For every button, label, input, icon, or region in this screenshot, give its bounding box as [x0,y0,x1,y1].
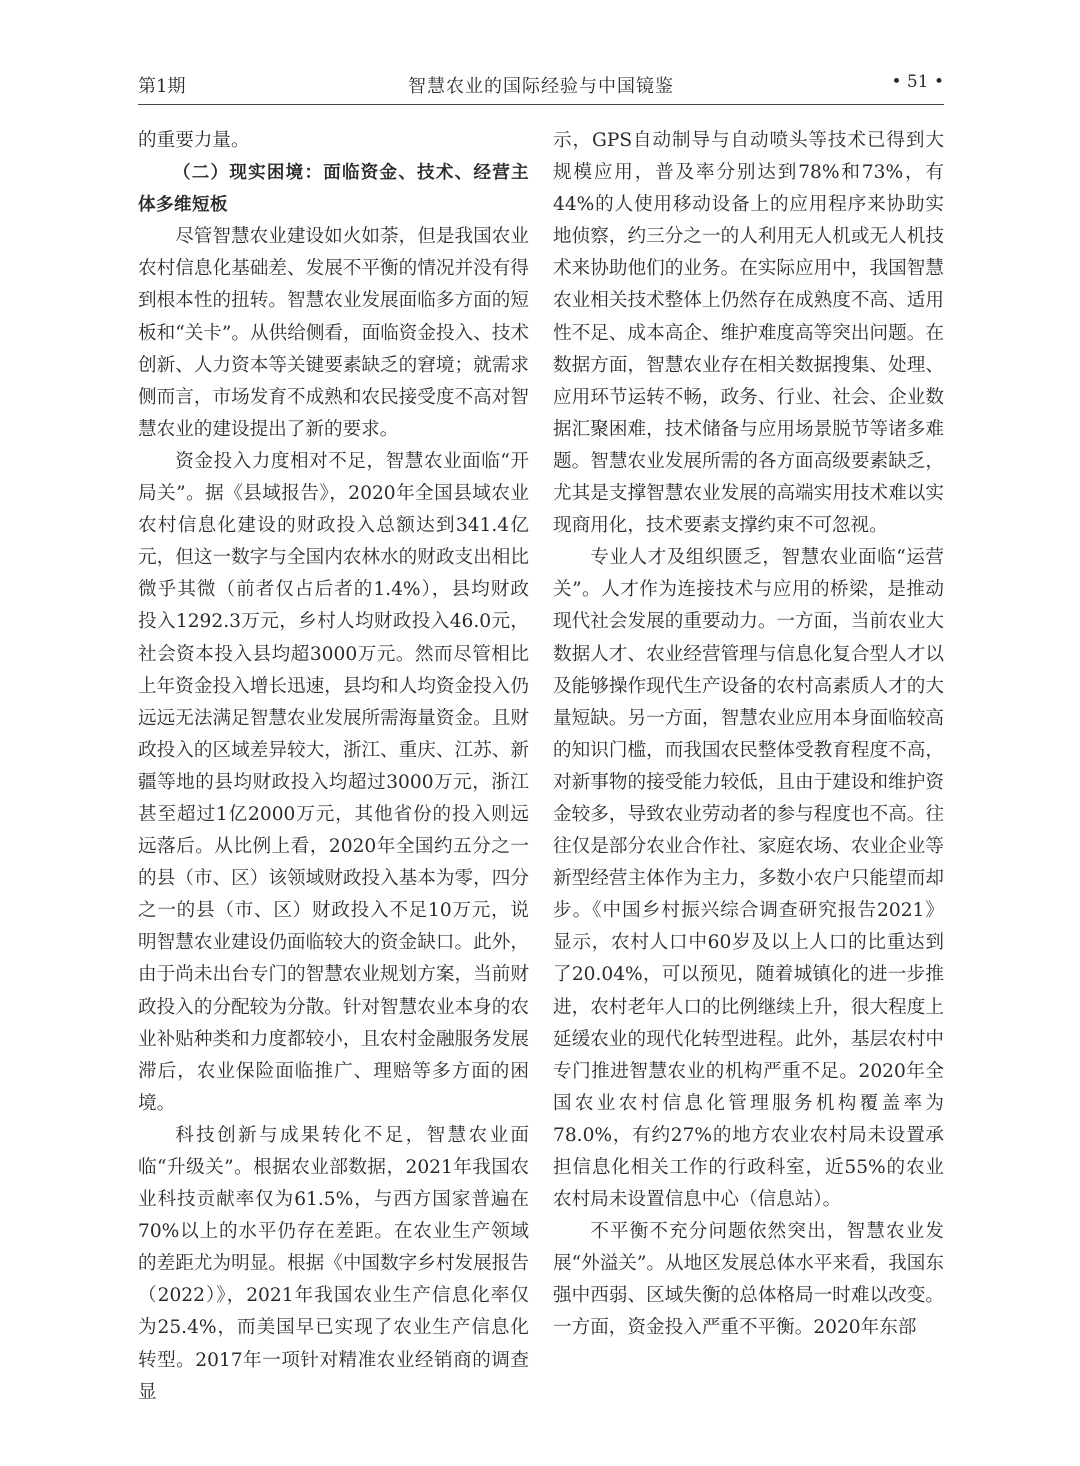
issue-label: 第1期 [138,76,186,97]
paragraph: 尽管智慧农业建设如火如荼，但是我国农业农村信息化基础差、发展不平衡的情况并没有得到根本性的扭转。智慧农业发展面临多方面的短板和“关卡”。从供给侧看，面临资金投入、技术创新、人力资本等关键要素缺乏的窘境；就需求侧而言，市场发育不成熟和农民接受度不高对智慧农业的建设提出了新的要求。 [138,226,529,440]
paragraph: 示，GPS自动制导与自动喷头等技术已得到大规模应用，普及率分别达到78%和73%，有44%的人使用移动设备上的应用程序来协助实地侦察，约三分之一的人利用无人机或无人机技术来协助他们的业务。在实际应用中，我国智慧农业相关技术整体上仍然存在成熟度不高、适用性不足、成本高企、维护难度高等突出问题。在数据方面，智慧农业存在相关数据搜集、处理、应用环节运转不畅，政务、行业、社会、企业数据汇聚困难，技术储备与应用场景脱节等诸多难题。智慧农业发展所需的各方面高级要素缺乏，尤其是支撑智慧农业发展的高端实用技术难以实现商用化，技术要素支撑约束不可忽视。 [553,130,944,537]
page-header [138,64,944,104]
paragraph: 的重要力量。 [138,130,250,151]
paragraph: 专业人才及组织匮乏，智慧农业面临“运营关”。人才作为连接技术与应用的桥梁，是推动现代社会发展的重要动力。一方面，当前农业大数据人才、农业经营管理与信息化复合型人才以及能够操作现代生产设备的农村高素质人才的大量短缺。另一方面，智慧农业应用本身面临较高的知识门槛，而我国农民整体受教育程度不高，对新事物的接受能力较低，且由于建设和维护资金较多，导致农业劳动者的参与程度也不高。往往仅是部分农业合作社、家庭农场、农业企业等新型经营主体作为主力，多数小农户只能望而却步。《中国乡村振兴综合调查研究报告2021》显示，农村人口中60岁及以上人口的比重达到了20.04%，可以预见，随着城镇化的进一步推进，农村老年人口的比例继续上升，很大程度上延缓农业的现代化转型进程。此外，基层农村中专门推进智慧农业的机构严重不足。2020年全国农业农村信息化管理服务机构覆盖率为78.0%，有约27%的地方农业农村局未设置承担信息化相关工作的行政科室，近55%的农业农村局未设置信息中心（信息站）。 [553,547,944,1211]
paragraph: 科技创新与成果转化不足，智慧农业面临“升级关”。根据农业部数据，2021年我国农业科技贡献率仅为61.5%，与西方国家普遍在70%以上的水平仍存在差距。在农业生产领域的差距尤为明显。根据《中国数字乡村发展报告（2022）》，2021年我国农业生产信息化率仅为25.4%，而美国早已实现了农业生产信息化转型。2017年一项针对精准农业经销商的调查显 [138,1124,529,1403]
section-heading: （二）现实困境：面临资金、技术、经营主体多维短板 [138,163,529,216]
paragraph: 不平衡不充分问题依然突出，智慧农业发展“外溢关”。从地区发展总体水平来看，我国东强中西弱、区域失衡的总体格局一时难以改变。一方面，资金投入严重不平衡。2020年东部 [553,1221,944,1339]
header-rule [138,104,944,105]
page-number: • 51 • [891,72,944,92]
paragraph: 资金投入力度相对不足，智慧农业面临“开局关”。据《县域报告》，2020年全国县域农业农村信息化建设的财政投入总额达到341.4亿元，但这一数字与全国内农林水的财政支出相比微乎其微（前者仅占后者的1.4%），县均财政投入1292.3万元，乡村人均财政投入46.0元，社会资本投入县均超3000万元。然而尽管相比上年资金投入增长迅速，县均和人均资金投入仍远远无法满足智慧农业发展所需海量资金。且财政投入的区域差异较大，浙江、重庆、江苏、新疆等地的县均财政投入均超过3000万元，浙江甚至超过1亿2000万元，其他省份的投入则远远落后。从比例上看，2020年全国约五分之一的县（市、区）该领域财政投入基本为零，四分之一的县（市、区）财政投入不足10万元，说明智慧农业建设仍面临较大的资金缺口。此外，由于尚未出台专门的智慧农业规划方案，当前财政投入的分配较为分散。针对智慧农业本身的农业补贴种类和力度都较小，且农村金融服务发展滞后，农业保险面临推广、理赔等多方面的困境。 [138,450,529,1114]
running-title: 智慧农业的国际经验与中国镜鉴 [408,76,674,97]
left-column [138,125,529,1409]
right-column [553,125,944,1345]
